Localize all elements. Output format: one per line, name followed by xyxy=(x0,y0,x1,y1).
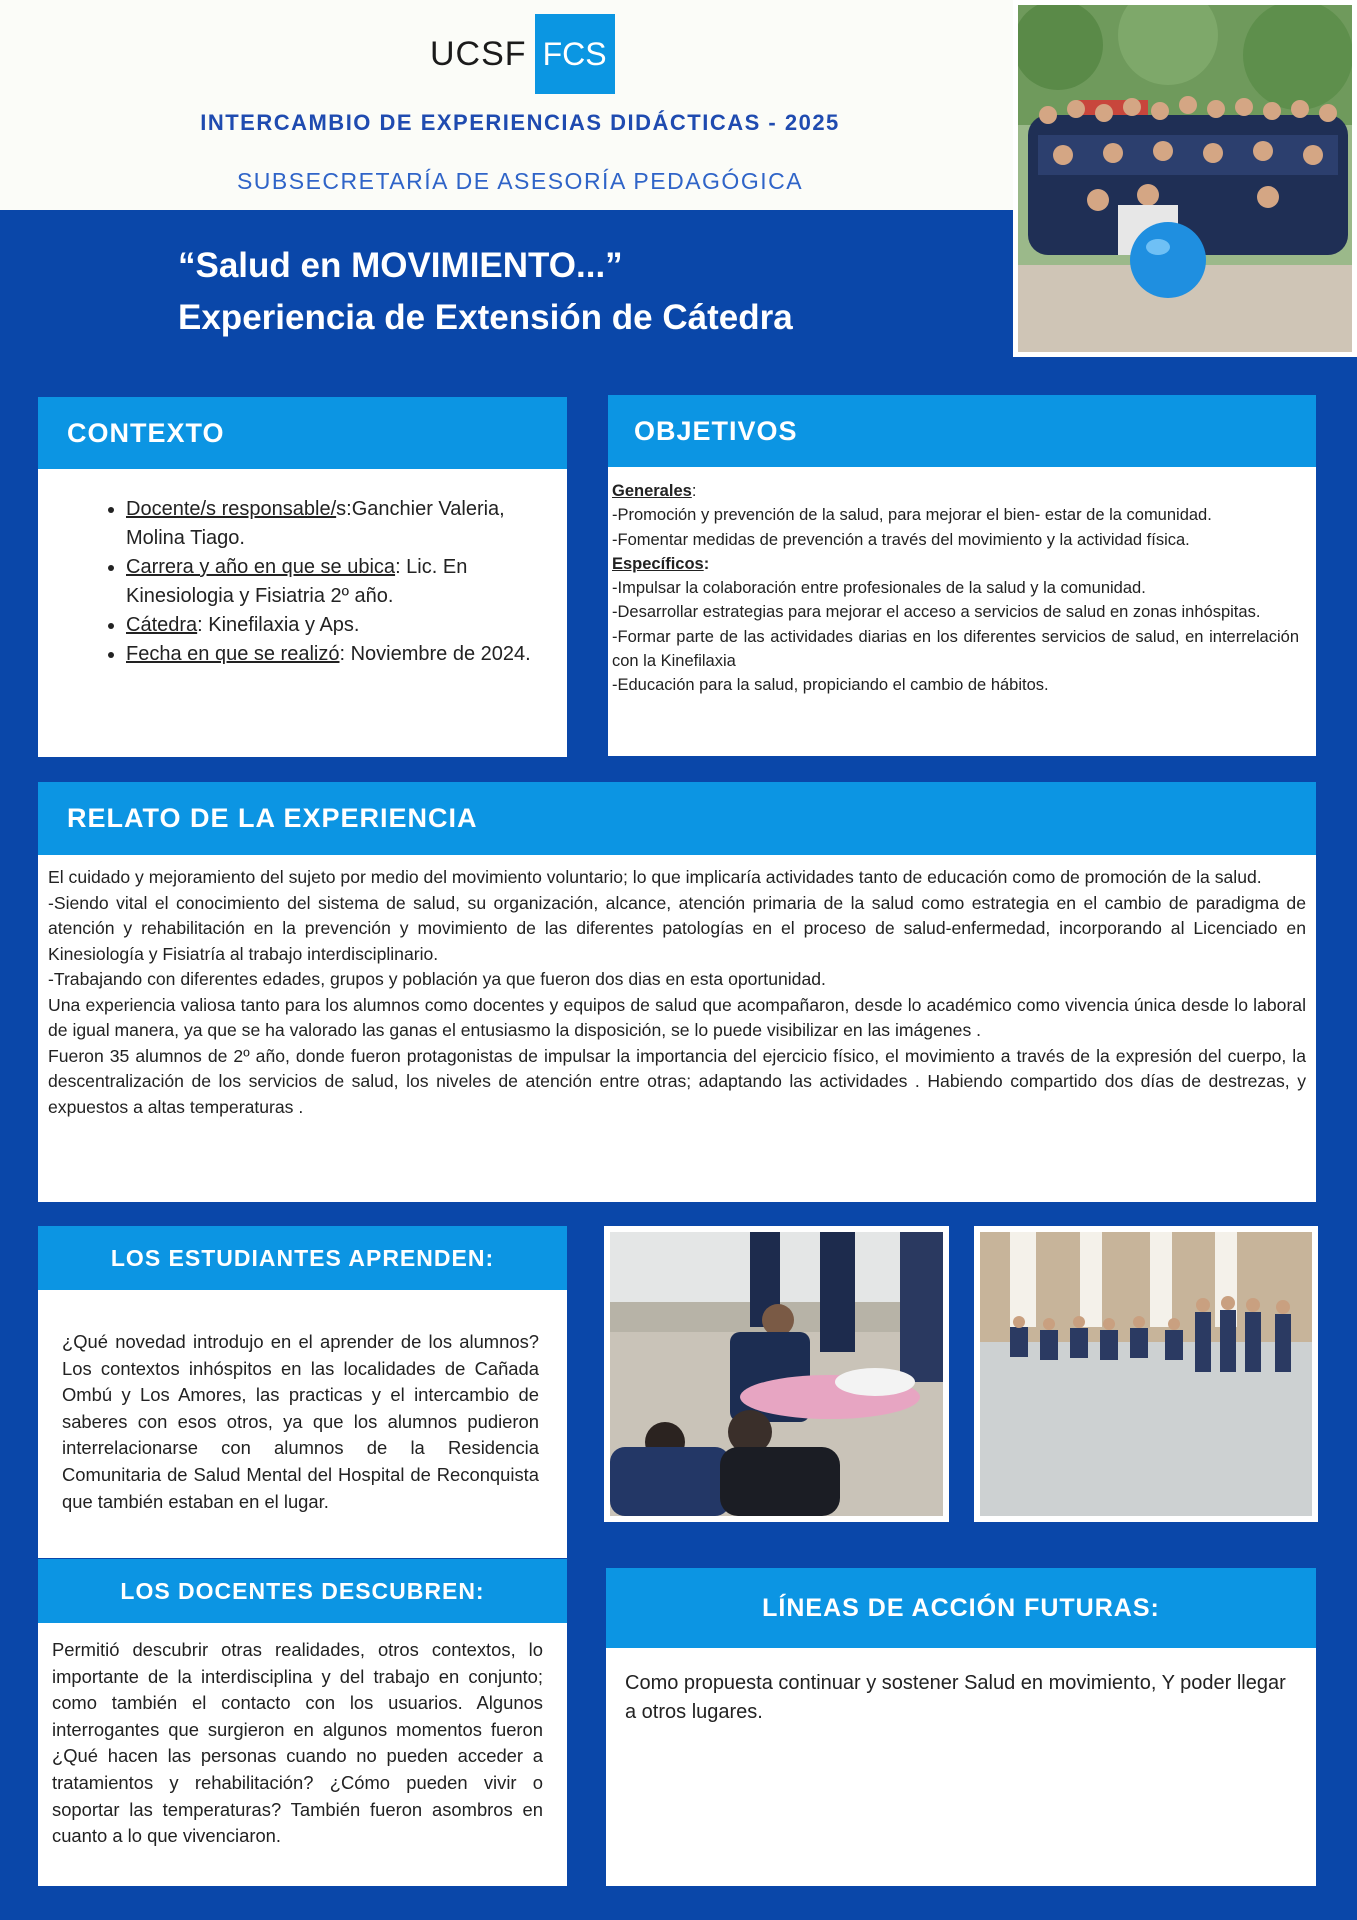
docentes-descubren-card xyxy=(38,1559,567,1886)
exercise-photo xyxy=(604,1226,949,1522)
subsecretaria-label: SUBSECRETARÍA DE ASESORÍA PEDAGÓGICA xyxy=(236,168,804,194)
relato-body xyxy=(38,855,1316,1120)
objetivo-item: -Educación para la salud, propiciando el cambio de hábitos. xyxy=(612,676,1049,695)
poster-title-line2: Experiencia de Extensión de Cátedra xyxy=(178,298,793,337)
logo-fcs-box: FCS xyxy=(535,14,615,94)
group-photo xyxy=(1013,0,1357,357)
objetivo-item: -Fomentar medidas de prevención a través del movimiento y la actividad física. xyxy=(612,530,1190,549)
contexto-item-carrera xyxy=(126,553,537,611)
lineas-accion-heading: LÍNEAS DE ACCIÓN FUTURAS: xyxy=(606,1568,1316,1648)
room-photo-image xyxy=(980,1232,1312,1516)
objetivo-item: -Desarrollar estrategias para mejorar el acceso a servicios de salud en zonas inhóspitas. xyxy=(612,603,1261,622)
relato-paragraph: -Trabajando con diferentes edades, grupos y población ya que fueron dos dias en esta oportunidad. xyxy=(48,969,826,989)
contexto-item-label: Docente/s responsable/ xyxy=(126,498,337,520)
especificos-label: Específicos xyxy=(612,554,704,573)
room-photo xyxy=(974,1226,1318,1522)
contexto-item-docentes xyxy=(126,495,537,553)
relato-paragraph: Fueron 35 alumnos de 2º año, donde fueron protagonistas de impulsar la importancia del ejercicio físico, el movimiento a través de la expresión del cuerpo, la descentralización de los servicios de salud, los niveles de atención entre otras; adaptando las actividades . Habiendo compartido dos días de destrezas, y expuestos a altas temperaturas . xyxy=(48,1045,1306,1117)
contexto-item-text: : Noviembre de 2024. xyxy=(339,643,531,665)
objetivo-item: -Impulsar la colaboración entre profesionales de la salud y la comunidad. xyxy=(612,579,1146,598)
group-photo-image xyxy=(1018,5,1352,352)
objetivos-especificos-label xyxy=(612,552,1299,576)
generales-colon: : xyxy=(691,482,697,500)
docentes-descubren-heading: LOS DOCENTES DESCUBREN: xyxy=(38,1559,567,1623)
poster-title xyxy=(178,240,793,344)
event-title: INTERCAMBIO DE EXPERIENCIAS DIDÁCTICAS - 2025 xyxy=(200,110,840,135)
header-band xyxy=(0,0,1013,210)
contexto-item-text: : Kinefilaxia y Aps. xyxy=(197,614,360,636)
contexto-item-catedra xyxy=(126,611,537,640)
objetivo-item: -Promoción y prevención de la salud, para mejorar el bien- estar de la comunidad. xyxy=(612,506,1212,525)
contexto-list xyxy=(58,495,537,669)
relato-paragraph: Una experiencia valiosa tanto para los alumnos como docentes y equipos de salud que acompañaron, desde lo académico como vivencia única desde lo laboral de igual manera, ya que se ha valorado las ganas el entusiasmo la disposición, se lo puede visibilizar en las imágenes . xyxy=(48,994,1306,1040)
contexto-card xyxy=(38,397,567,757)
exercise-photo-image xyxy=(610,1232,943,1516)
lineas-accion-text: Como propuesta continuar y sostener Salud en movimiento, Y poder llegar a otros lugares. xyxy=(625,1672,1286,1723)
contexto-item-label: Cátedra xyxy=(126,614,198,636)
poster-title-line1: “Salud en MOVIMIENTO...” xyxy=(178,246,623,285)
estudiantes-aprenden-heading: LOS ESTUDIANTES APRENDEN: xyxy=(38,1226,567,1290)
lineas-accion-card xyxy=(606,1568,1316,1886)
logo-ucsf-text: UCSF xyxy=(430,34,527,73)
relato-paragraph: El cuidado y mejoramiento del sujeto por medio del movimiento voluntario; lo que implicaría actividades tanto de educación como de promoción de la salud. xyxy=(48,867,1262,887)
objetivo-item: -Formar parte de las actividades diarias en los diferentes servicios de salud, en interrelación con la Kinefilaxia xyxy=(612,627,1299,671)
relato-card xyxy=(38,782,1316,1202)
relato-paragraph: -Siendo vital el conocimiento del sistema de salud, su organización, alcance, atención primaria de la salud como estrategia en el cambio de paradigma de atención y rehabilitación en la prevención y movimiento de las diferentes patologías en el proceso de salud-enfermedad, incorporando al Licenciado en Kinesiología y Fisiatría al trabajo interdisciplinario. xyxy=(48,892,1306,964)
generales-label: Generales xyxy=(612,482,692,500)
contexto-item-fecha xyxy=(126,640,537,669)
contexto-item-label: Fecha en que se realizó xyxy=(126,643,340,665)
estudiantes-aprenden-text: ¿Qué novedad introdujo en el aprender de los alumnos? Los contextos inhóspitos en las localidades de Cañada Ombú y Los Amores, las practicas y el intercambio de saberes con esos otros, ya que los alumnos pudieron interrelacionarse con alumnos de la Residencia Comunitaria de Salud Mental del Hospital de Reconquista que también estaban en el lugar. xyxy=(62,1331,539,1512)
contexto-item-label: Carrera y año en que se ubica xyxy=(126,556,396,578)
contexto-item-text: : Lic. En Kinesiologia y Fisiatria 2º año. xyxy=(126,556,468,607)
ucsf-fcs-logo xyxy=(430,14,615,94)
relato-heading: RELATO DE LA EXPERIENCIA xyxy=(38,782,1316,855)
objetivos-heading: OBJETIVOS xyxy=(608,395,1316,467)
objetivos-card xyxy=(608,395,1316,756)
docentes-descubren-text: Permitió descubrir otras realidades, otros contextos, lo importante de la interdisciplina y del trabajo en conjunto; como también el contacto con los usuarios. Algunos interrogantes que surgieron en algunos momentos fueron ¿Qué hacen las personas cuando no pueden acceder a tratamientos y rehabilitación? ¿Cómo pueden vivir o soportar las temperaturas? También fueron asombros en cuanto a lo que vivenciaron. xyxy=(52,1639,543,1847)
objetivos-body xyxy=(608,467,1316,698)
especificos-colon: : xyxy=(703,554,710,573)
contexto-item-text: s:Ganchier Valeria, Molina Tiago. xyxy=(126,498,505,549)
contexto-body xyxy=(38,469,567,669)
objetivos-generales-label xyxy=(612,479,1299,503)
estudiantes-aprenden-card xyxy=(38,1226,567,1558)
contexto-heading: CONTEXTO xyxy=(38,397,567,469)
